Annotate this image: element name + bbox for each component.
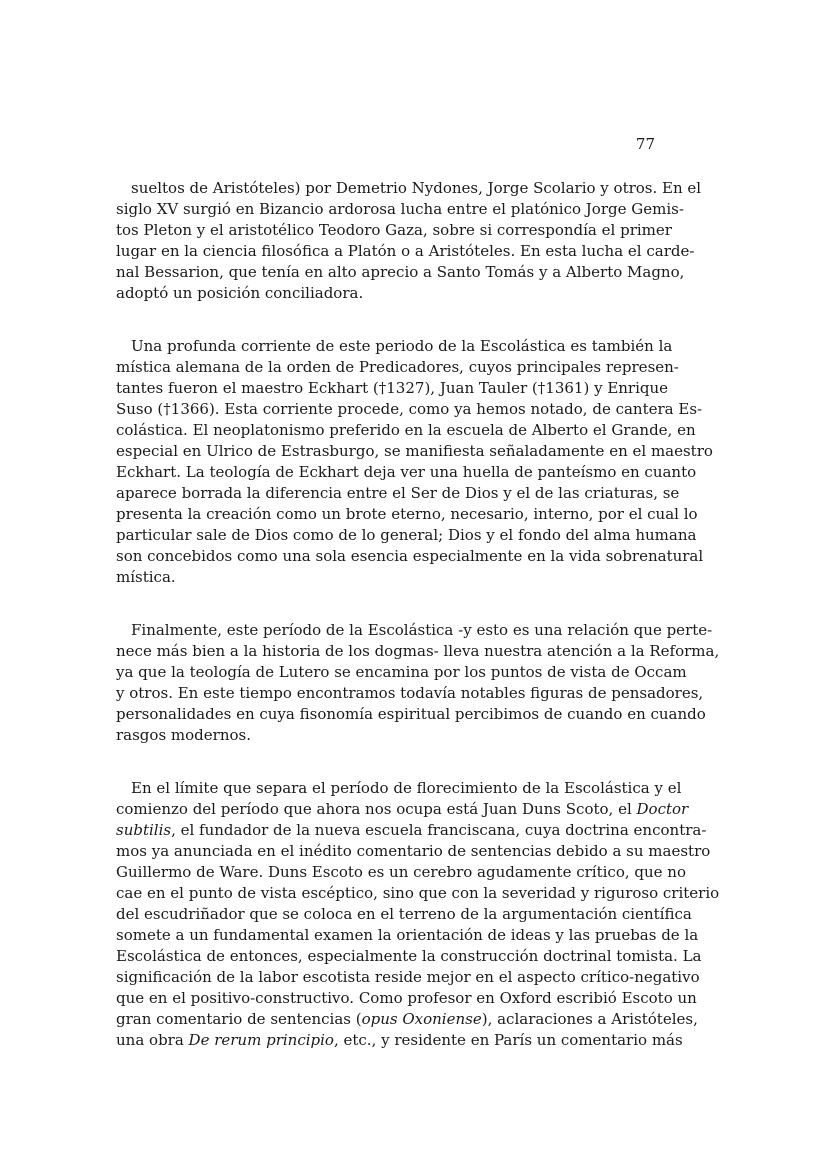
text-line: sueltos de Aristóteles) por Demetrio Nydones, Jorge Scolario y otros. En el <box>131 179 702 197</box>
text-line: mística alemana de la orden de Predicadores, cuyos principales represen- <box>116 358 679 376</box>
text-line: mos ya anunciada en el inédito comentario de sentencias debido a su maestro <box>116 842 711 860</box>
text-line: tos Pleton y el aristotélico Teodoro Gaza, sobre si correspondía el primer <box>116 221 672 239</box>
paragraph <box>116 620 720 746</box>
text-line: nece más bien a la historia de los dogmas- lleva nuestra atención a la Reforma, <box>116 642 720 660</box>
text-line: y otros. En este tiempo encontramos todavía notables figuras de pensadores, <box>116 684 704 702</box>
paragraph <box>116 336 713 588</box>
italic-text: Doctor <box>636 800 689 818</box>
text-line: ya que la teología de Lutero se encamina por los puntos de vista de Occam <box>116 663 687 681</box>
text-line: que en el positivo-constructivo. Como profesor en Oxford escribió Escoto un <box>116 989 697 1007</box>
text-line: siglo XV surgió en Bizancio ardorosa lucha entre el platónico Jorge Gemis- <box>116 200 684 218</box>
italic-text: subtilis <box>116 821 172 839</box>
text-line: Guillermo de Ware. Duns Escoto es un cerebro agudamente crítico, que no <box>116 863 686 881</box>
text-line: Finalmente, este período de la Escolástica -y esto es una relación que perte- <box>131 621 713 639</box>
text-line: subtilis, el fundador de la nueva escuela franciscana, cuya doctrina encontra- <box>116 821 707 839</box>
text-line: gran comentario de sentencias (opus Oxoniense), aclaraciones a Aristóteles, <box>116 1010 698 1028</box>
text-line: particular sale de Dios como de lo general; Dios y el fondo del alma humana <box>116 526 697 544</box>
body-text <box>116 178 720 1083</box>
text-line: comienzo del período que ahora nos ocupa está Juan Duns Scoto, el Doctor <box>116 800 689 818</box>
text-line: Eckhart. La teología de Eckhart deja ver una huella de panteísmo en cuanto <box>116 463 697 481</box>
text-line: lugar en la ciencia filosófica a Platón o a Aristóteles. En esta lucha el carde- <box>116 242 695 260</box>
page-number: 77 <box>635 135 655 153</box>
text-line: rasgos modernos. <box>116 726 251 744</box>
text-line: son concebidos como una sola esencia especialmente en la vida sobrenatural <box>116 547 704 565</box>
text-line: especial en Ulrico de Estrasburgo, se manifiesta señaladamente en el maestro <box>116 442 713 460</box>
paragraph <box>116 178 702 304</box>
text-line: significación de la labor escotista reside mejor en el aspecto crítico-negativo <box>116 968 700 986</box>
text-line: tantes fueron el maestro Eckhart (†1327), Juan Tauler (†1361) y Enrique <box>116 379 669 397</box>
text-line: mística. <box>116 568 176 586</box>
text-line: Una profunda corriente de este periodo de la Escolástica es también la <box>131 337 673 355</box>
text-line: una obra De rerum principio, etc., y residente en París un comentario más <box>116 1031 683 1049</box>
paragraph <box>116 778 720 1051</box>
text-line: nal Bessarion, que tenía en alto aprecio a Santo Tomás y a Alberto Magno, <box>116 263 685 281</box>
text-line: Escolástica de entonces, especialmente la construcción doctrinal tomista. La <box>116 947 702 965</box>
text-line: personalidades en cuya fisonomía espiritual percibimos de cuando en cuando <box>116 705 706 723</box>
text-line: presenta la creación como un brote eterno, necesario, interno, por el cual lo <box>116 505 698 523</box>
text-line: adoptó un posición conciliadora. <box>116 284 364 302</box>
italic-text: opus Oxoniense <box>361 1010 482 1028</box>
text-line: En el límite que separa el período de florecimiento de la Escolástica y el <box>131 779 682 797</box>
text-line: del escudriñador que se coloca en el terreno de la argumentación científica <box>116 905 692 923</box>
text-line: cae en el punto de vista escéptico, sino que con la severidad y riguroso criterio <box>116 884 720 902</box>
text-line: Suso (†1366). Esta corriente procede, como ya hemos notado, de cantera Es- <box>116 400 703 418</box>
text-line: colástica. El neoplatonismo preferido en la escuela de Alberto el Grande, en <box>116 421 696 439</box>
italic-text: De rerum principio <box>188 1031 334 1049</box>
text-line: somete a un fundamental examen la orientación de ideas y las pruebas de la <box>116 926 699 944</box>
text-line: aparece borrada la diferencia entre el Ser de Dios y el de las criaturas, se <box>116 484 680 502</box>
